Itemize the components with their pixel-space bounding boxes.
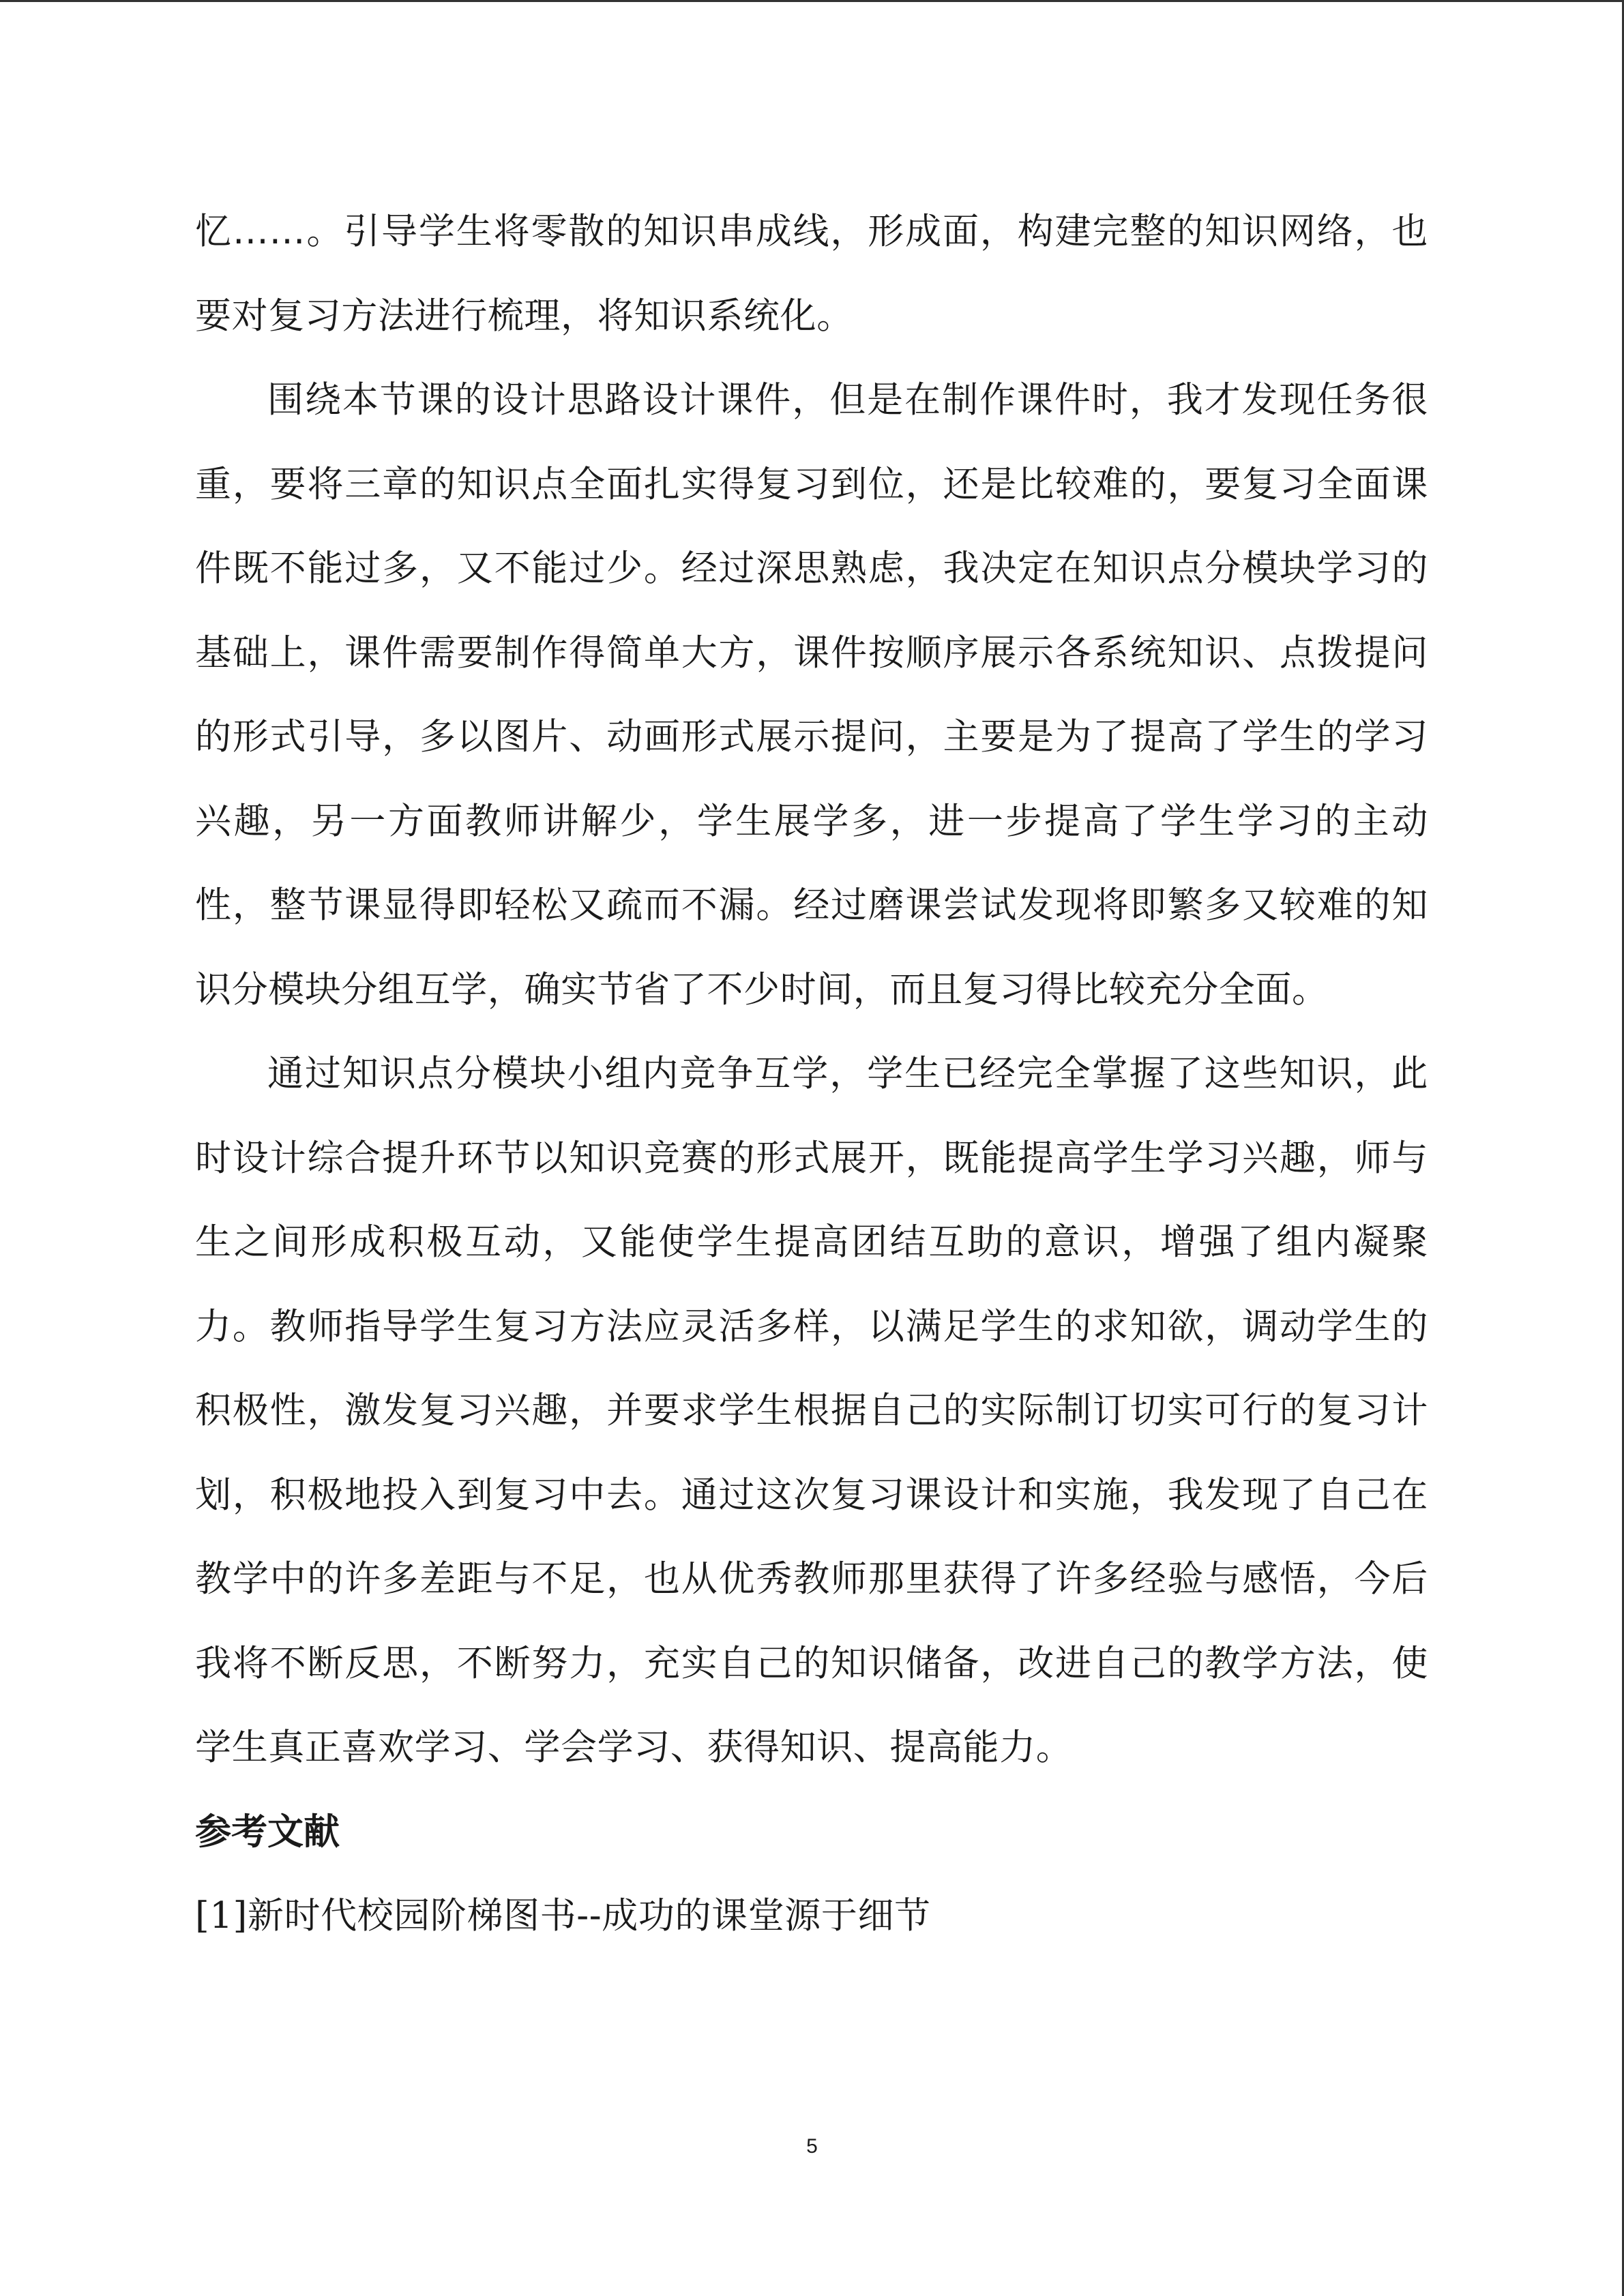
paragraph-2: 围绕本节课的设计思路设计课件，但是在制作课件时，我才发现任务很重，要将三章的知识点全面扎实得复习到位，还是比较难的，要复习全面课件既不能过多，又不能过少。经过深思熟虑，我决定在知识点分模块学习的基础上，课件需要制作得简单大方，课件按顺序展示各系统知识、点拨提问的形式引导，多以图片、动画形式展示提问，主要是为了提高了学生的学习兴趣，另一方面教师讲解少，学生展学多，进一步提高了学生学习的主动性，整节课显得即轻松又疏而不漏。经过磨课尝试发现将即繁多又较难的知识分模块分组互学，确实节省了不少时间，而且复习得比较充分全面。 — [195, 379, 1428, 1011]
reference-item-1: [1]新时代校园阶梯图书--成功的课堂源于细节 — [195, 1895, 931, 1937]
paragraph-3: 通过知识点分模块小组内竞争互学，学生已经完全掌握了这些知识，此时设计综合提升环节以知识竞赛的形式展开，既能提高学生学习兴趣，师与生之间形成积极互动，又能使学生提高团结互助的意识，增强了组内凝聚力。教师指导学生复习方法应灵活多样，以满足学生的求知欲，调动学生的积极性，激发复习兴趣，并要求学生根据自己的实际制订切实可行的复习计划，积极地投入到复习中去。通过这次复习课设计和实施，我发现了自己在教学中的许多差距与不足，也从优秀教师那里获得了许多经验与感悟，今后我将不断反思，不断努力，充实自己的知识储备，改进自己的教学方法，使学生真正喜欢学习、学会学习、获得知识、提高能力。 — [195, 1053, 1428, 1768]
references-heading: 参考文献 — [195, 1810, 340, 1853]
page-number: 5 — [806, 2135, 818, 2158]
paragraph-1: 忆……。引导学生将零散的知识串成线，形成面，构建完整的知识网络，也要对复习方法进行梳理，将知识系统化。 — [195, 211, 1428, 337]
document-body — [195, 190, 1428, 1958]
